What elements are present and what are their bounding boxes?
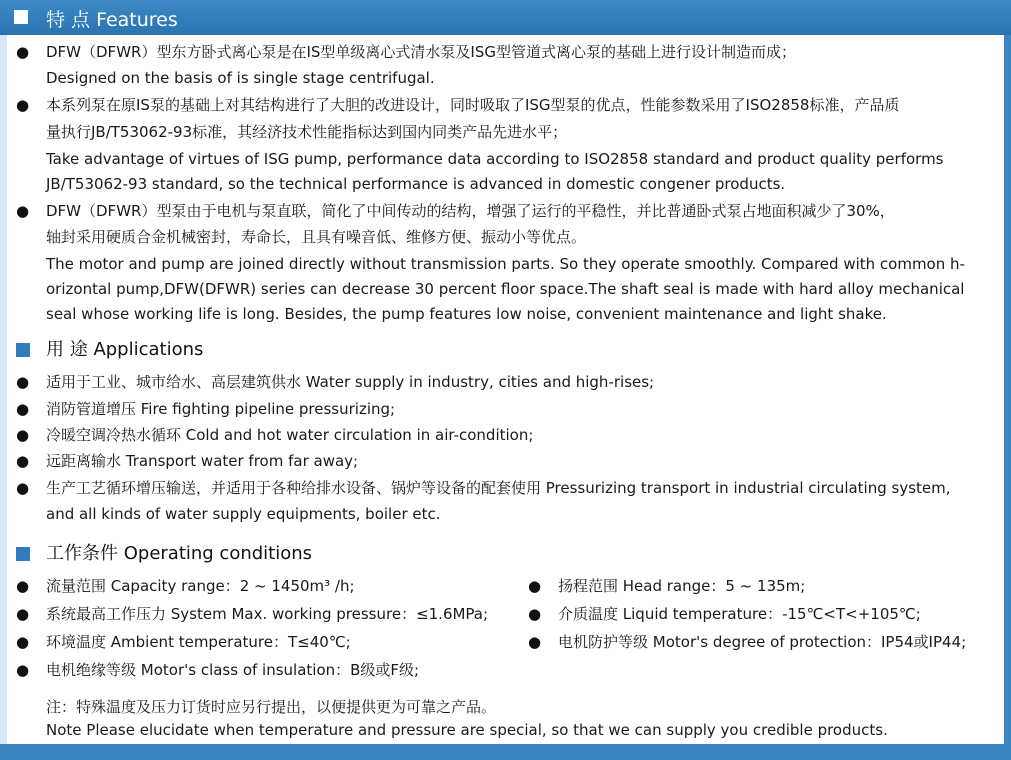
bullet-icon: ● <box>528 577 542 595</box>
bullet-icon: ● <box>528 633 542 651</box>
bullet-icon: ● <box>16 202 30 220</box>
left-border <box>0 35 7 760</box>
note-en: Note Please elucidate when temperature and pressure are special, so that we can supply you credible products. <box>46 721 888 739</box>
header-square-icon <box>14 10 28 24</box>
application-item-continued: and all kinds of water supply equipments, boiler etc. <box>46 505 441 523</box>
bullet-icon: ● <box>16 479 30 497</box>
bullet-icon: ● <box>16 43 30 61</box>
bullet-icon: ● <box>16 400 30 418</box>
conditions-title: 工作条件 Operating conditions <box>46 543 313 564</box>
bullet-icon: ● <box>16 426 30 444</box>
feature-2-cn-2: 量执行JB/T53062-93标准，其经济技术性能指标达到国内同类产品先进水平； <box>46 123 568 141</box>
bullet-icon: ● <box>16 452 30 470</box>
features-title: 特 点 Features <box>46 9 178 31</box>
bullet-icon: ● <box>16 373 30 391</box>
section-square-icon <box>16 343 30 357</box>
feature-1-cn: DFW（DFWR）型东方卧式离心泵是在IS型单级离心式清水泵及ISG型管道式离心泵的基础上进行设计制造而成； <box>46 43 796 61</box>
feature-3-en-1: The motor and pump are joined directly without transmission parts. So they operate smoothly. Compared with common h- <box>46 255 965 273</box>
bullet-icon: ● <box>16 605 30 623</box>
condition-insulation: 电机绝缘等级 Motor's class of insulation：B级或F级; <box>46 661 420 679</box>
feature-2-cn-1: 本系列泵在原IS泵的基础上对其结构进行了大胆的改进设计，同时吸取了ISG型泵的优点，性能参数采用了ISO2858标准，产品质 <box>46 96 900 114</box>
applications-title: 用 途 Applications <box>46 339 204 360</box>
bullet-icon: ● <box>16 96 30 114</box>
feature-1-en: Designed on the basis of is single stage centrifugal. <box>46 69 435 87</box>
feature-3-cn-2: 轴封采用硬质合金机械密封，寿命长，且具有噪音低、维修方便、振动小等优点。 <box>46 228 587 246</box>
condition-capacity: 流量范围 Capacity range：2 ~ 1450m³ /h; <box>46 577 355 595</box>
feature-2-en-2: JB/T53062-93 standard, so the technical performance is advanced in domestic congener products. <box>46 175 786 193</box>
condition-pressure: 系统最高工作压力 System Max. working pressure：≤1.6MPa; <box>46 605 489 623</box>
application-item: 冷暖空调冷热水循环 Cold and hot water circulation in air-condition; <box>46 426 534 444</box>
section-square-icon <box>16 547 30 561</box>
application-item: 生产工艺循环增压输送，并适用于各种给排水设备、锅炉等设备的配套使用 Pressurizing transport in industrial circulating system, <box>46 479 951 497</box>
feature-2-en-1: Take advantage of virtues of ISG pump, performance data according to ISO2858 standard and product quality performs <box>46 150 944 168</box>
bullet-icon: ● <box>16 661 30 679</box>
feature-3-en-3: seal whose working life is long. Besides, the pump features low noise, convenient maintenance and light shake. <box>46 305 887 323</box>
condition-head: 扬程范围 Head range：5 ~ 135m; <box>558 577 806 595</box>
feature-3-en-2: orizontal pump,DFW(DFWR) series can decrease 30 percent floor space.The shaft seal is made with hard alloy mechanical <box>46 280 965 298</box>
feature-3-cn-1: DFW（DFWR）型泵由于电机与泵直联，简化了中间传动的结构，增强了运行的平稳性，并比普通卧式泵占地面积减少了30%， <box>46 202 895 220</box>
bullet-icon: ● <box>528 605 542 623</box>
application-item: 适用于工业、城市给水、高层建筑供水 Water supply in industry, cities and high-rises; <box>46 373 655 391</box>
right-border <box>1004 35 1011 760</box>
bullet-icon: ● <box>16 633 30 651</box>
bullet-icon: ● <box>16 577 30 595</box>
condition-liquid-temp: 介质温度 Liquid temperature：-15℃<T<+105℃; <box>558 605 921 623</box>
application-item: 远距离输水 Transport water from far away; <box>46 452 359 470</box>
condition-protection: 电机防护等级 Motor's degree of protection：IP54或IP44; <box>558 633 967 651</box>
bottom-border <box>0 744 1011 760</box>
note-cn: 注：特殊温度及压力订货时应另行提出，以便提供更为可靠之产品。 <box>46 698 497 716</box>
condition-ambient: 环境温度 Ambient temperature：T≤40℃; <box>46 633 351 651</box>
application-item: 消防管道增压 Fire fighting pipeline pressurizing; <box>46 400 396 418</box>
